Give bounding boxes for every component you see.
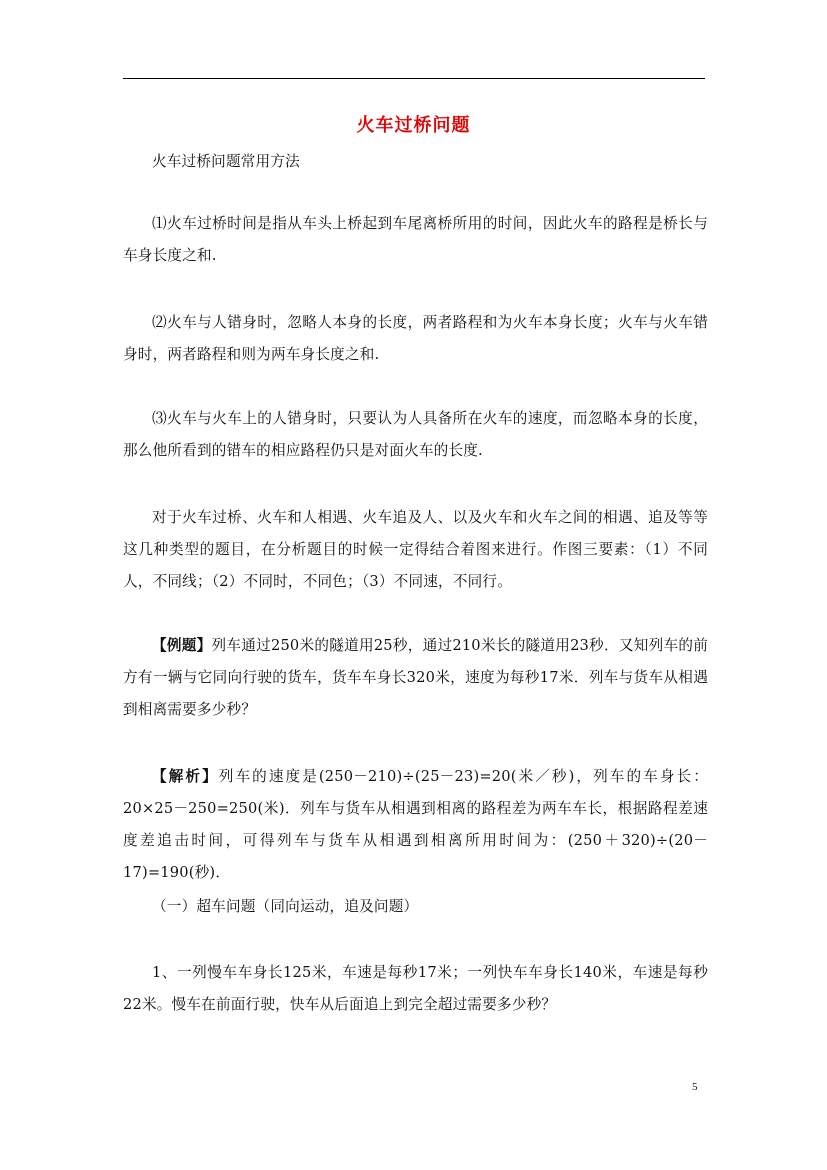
analysis-text: 列车的速度是(250－210)÷(25－23)=20(米／秒)，列车的车身长：20×25－250=250(米)．列车与货车从相遇到相离的路程差为两车车长，根据路程差速度差追击时间，可得列车与货车从相遇到相离所用时间为：(250＋320)÷(20－17)=190(秒)． bbox=[123, 768, 708, 881]
example-label: 【例题】 bbox=[152, 637, 212, 654]
problem-1: 1、一列慢车车身长125米，车速是每秒17米；一列快车车身长140米，车速是每秒22米。慢车在前面行驶，快车从后面追上到完全超过需要多少秒？ bbox=[123, 964, 708, 1013]
drawing-note: 对于火车过桥、火车和人相遇、火车追及人、以及火车和火车之间的相遇、追及等等这几种类型的题目，在分析题目的时候一定得结合着图来进行。作图三要素：（1）不同人，不同线；（2）不同时，不同色；（3）不同速，不同行。 bbox=[123, 509, 708, 590]
page-title: 火车过桥问题 bbox=[356, 115, 471, 136]
header-rule bbox=[123, 78, 705, 79]
method-1: ⑴火车过桥时间是指从车头上桥起到车尾离桥所用的时间，因此火车的路程是桥长与车身长度之和. bbox=[123, 215, 708, 264]
method-2: ⑵火车与人错身时，忽略人本身的长度，两者路程和为火车本身长度；火车与火车错身时，两者路程和则为两车身长度之和. bbox=[123, 314, 708, 363]
example-paragraph bbox=[123, 630, 708, 726]
subtitle: 火车过桥问题常用方法 bbox=[152, 153, 300, 170]
analysis-paragraph bbox=[123, 761, 708, 889]
page-number: 5 bbox=[692, 1081, 698, 1093]
example-text: 列车通过250米的隧道用25秒，通过210米长的隧道用23秒．又知列车的前方有一辆与它同向行驶的货车，货车车身长320米，速度为每秒17米．列车与货车从相遇到相离需要多少秒？ bbox=[123, 637, 708, 718]
section-heading: （一）超车问题（同向运动，追及问题） bbox=[152, 898, 419, 915]
analysis-label: 【解析】 bbox=[152, 768, 219, 785]
method-3: ⑶火车与火车上的人错身时，只要认为人具备所在火车的速度，而忽略本身的长度，那么他所看到的错车的相应路程仍只是对面火车的长度. bbox=[123, 410, 708, 459]
